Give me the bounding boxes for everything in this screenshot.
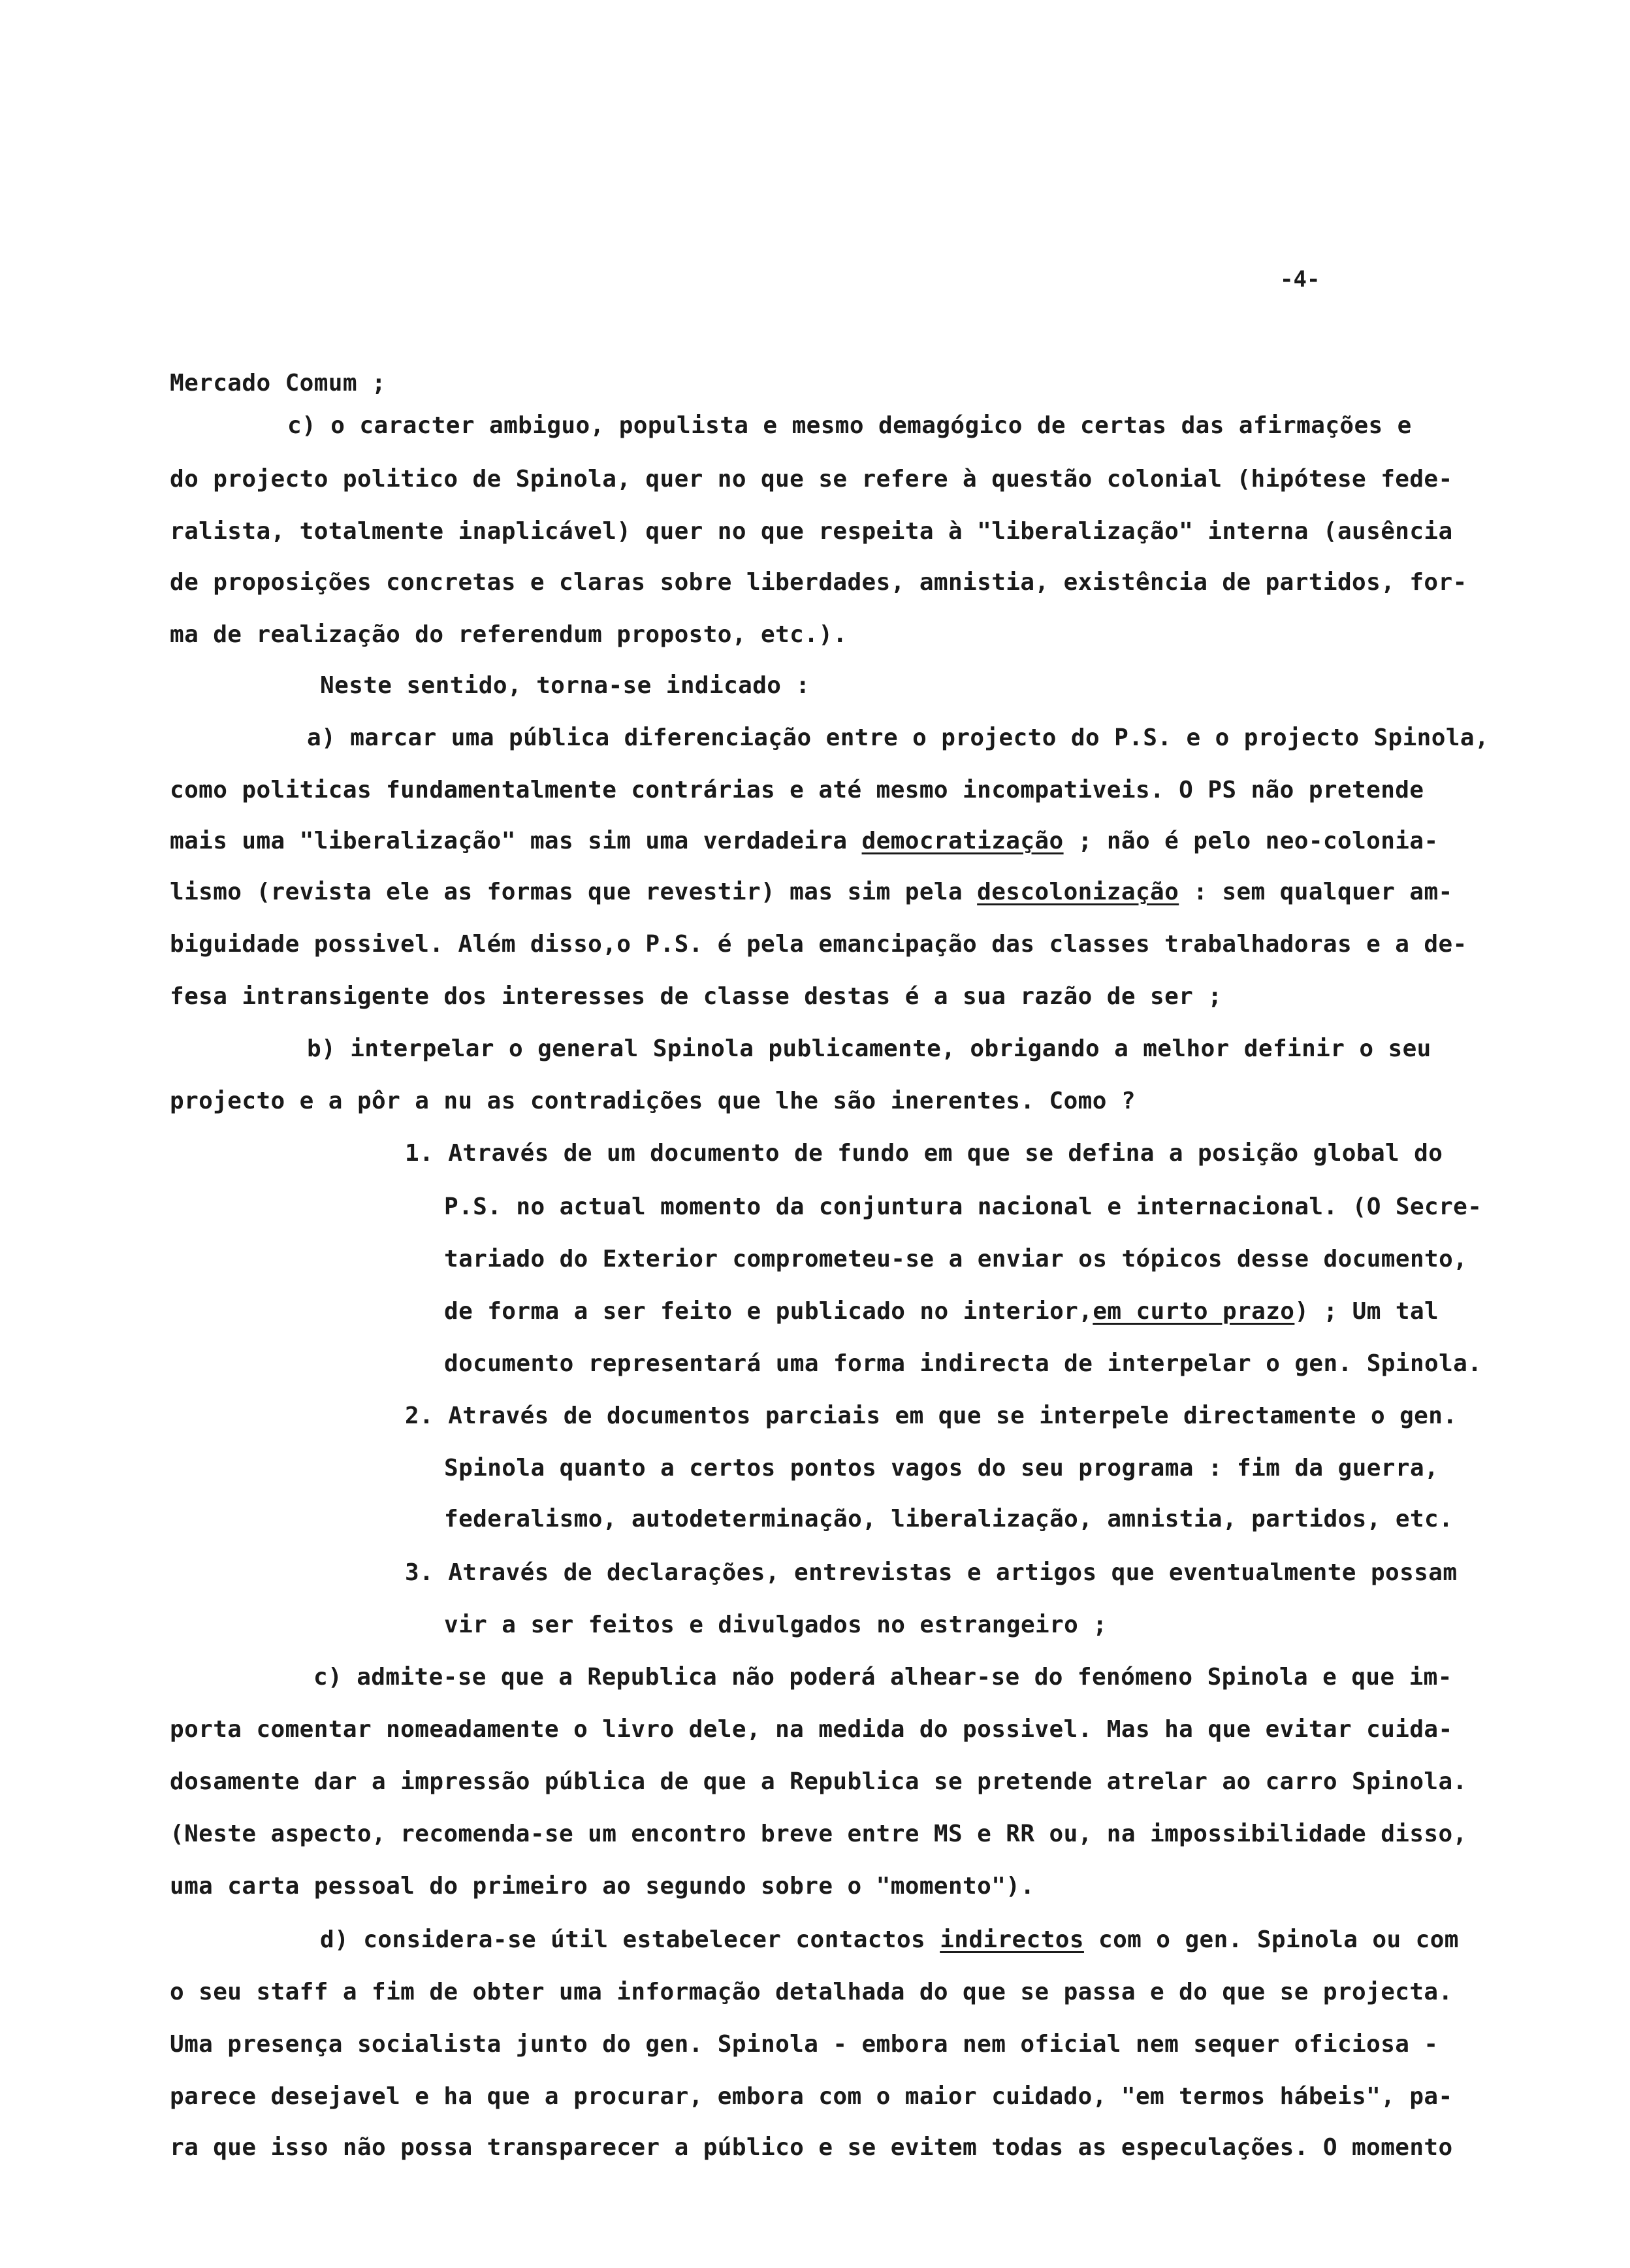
text-line: o seu staff a fim de obter uma informação detalhada do que se passa e do que se projecta.	[170, 1979, 1453, 2005]
text-line: P.S. no actual momento da conjuntura nacional e internacional. (O Secre-	[444, 1193, 1482, 1220]
text-line	[170, 827, 1439, 856]
list-item: 1. Através de um documento de fundo em que se defina a posição global do	[405, 1140, 1443, 1167]
text-line: parece desejavel e ha que a procurar, embora com o maior cuidado, "em termos hábeis", pa-	[170, 2083, 1453, 2110]
text-segment: : sem qualquer am-	[1179, 879, 1453, 905]
text-line: fesa intransigente dos interesses de classe destas é a sua razão de ser ;	[170, 983, 1222, 1010]
text-line: (Neste aspecto, recomenda-se um encontro breve entre MS e RR ou, na impossibilidade disso,	[170, 1821, 1467, 1847]
text-line: vir a ser feitos e divulgados no estrangeiro ;	[444, 1612, 1108, 1638]
text-segment: d) considera-se útil estabelecer contactos	[320, 1926, 940, 1953]
text-line: Mercado Comum ;	[170, 370, 387, 397]
text-line: como politicas fundamentalmente contrárias e até mesmo incompativeis. O PS não pretende	[170, 777, 1424, 803]
text-line: b) interpelar o general Spinola publicamente, obrigando a melhor definir o seu	[307, 1035, 1431, 1062]
list-item: 3. Através de declarações, entrevistas e artigos que eventualmente possam	[405, 1559, 1458, 1586]
text-line: federalismo, autodeterminação, liberalização, amnistia, partidos, etc.	[444, 1506, 1454, 1532]
text-segment: de forma a ser feito e publicado no interior,	[444, 1298, 1093, 1325]
text-segment: ; não é pelo neo-colonia-	[1063, 828, 1439, 854]
text-line: ralista, totalmente inaplicável) quer no que respeita à "liberalização" interna (ausência	[170, 518, 1453, 545]
text-line	[320, 1926, 1459, 1954]
text-line: a) marcar uma pública diferenciação entre o projecto do P.S. e o projecto Spinola,	[307, 724, 1490, 751]
underlined-term: descolonização	[977, 879, 1179, 905]
underlined-term: indirectos	[940, 1926, 1084, 1953]
text-line: Neste sentido, torna-se indicado :	[320, 672, 810, 699]
text-line: Spinola quanto a certos pontos vagos do seu programa : fim da guerra,	[444, 1455, 1439, 1482]
text-line: biguidade possivel. Além disso,o P.S. é pela emancipação das classes trabalhadoras e a de-	[170, 931, 1467, 958]
text-line	[444, 1297, 1439, 1326]
text-line: ra que isso não possa transparecer a público e se evitem todas as especulações. O momento	[170, 2134, 1453, 2161]
underlined-term: democratização	[861, 828, 1064, 854]
text-line: tariado do Exterior comprometeu-se a enviar os tópicos desse documento,	[444, 1246, 1468, 1272]
text-line: do projecto politico de Spinola, quer no que se refere à questão colonial (hipótese fede-	[170, 466, 1453, 493]
text-line: c) o caracter ambiguo, populista e mesmo demagógico de certas das afirmações e	[287, 412, 1412, 439]
text-line: projecto e a pôr a nu as contradições que lhe são inerentes. Como ?	[170, 1088, 1136, 1114]
text-line: c) admite-se que a Republica não poderá alhear-se do fenómeno Spinola e que im-	[313, 1664, 1452, 1691]
text-segment: ) ; Um tal	[1294, 1298, 1439, 1325]
text-line: Uma presença socialista junto do gen. Spinola - embora nem oficial nem sequer oficiosa -	[170, 2031, 1439, 2058]
text-line: dosamente dar a impressão pública de que a Republica se pretende atrelar ao carro Spinola.	[170, 1768, 1467, 1795]
list-item: 2. Através de documentos parciais em que se interpele directamente o gen.	[405, 1402, 1458, 1429]
page-number: -4-	[1280, 267, 1320, 293]
text-line: de proposições concretas e claras sobre liberdades, amnistia, existência de partidos, for-	[170, 569, 1467, 596]
text-line: uma carta pessoal do primeiro ao segundo sobre o "momento").	[170, 1873, 1035, 1900]
text-segment: mais uma "liberalização" mas sim uma verdadeira	[170, 828, 862, 854]
text-line: ma de realização do referendum proposto, etc.).	[170, 621, 848, 648]
underlined-term: em curto prazo	[1093, 1298, 1295, 1325]
text-line: porta comentar nomeadamente o livro dele, na medida do possivel. Mas ha que evitar cuida-	[170, 1716, 1453, 1743]
text-line	[170, 878, 1453, 907]
text-segment: lismo (revista ele as formas que revestir) mas sim pela	[170, 879, 978, 905]
text-segment: com o gen. Spinola ou com	[1083, 1926, 1459, 1953]
text-line: documento representará uma forma indirecta de interpelar o gen. Spinola.	[444, 1350, 1482, 1377]
